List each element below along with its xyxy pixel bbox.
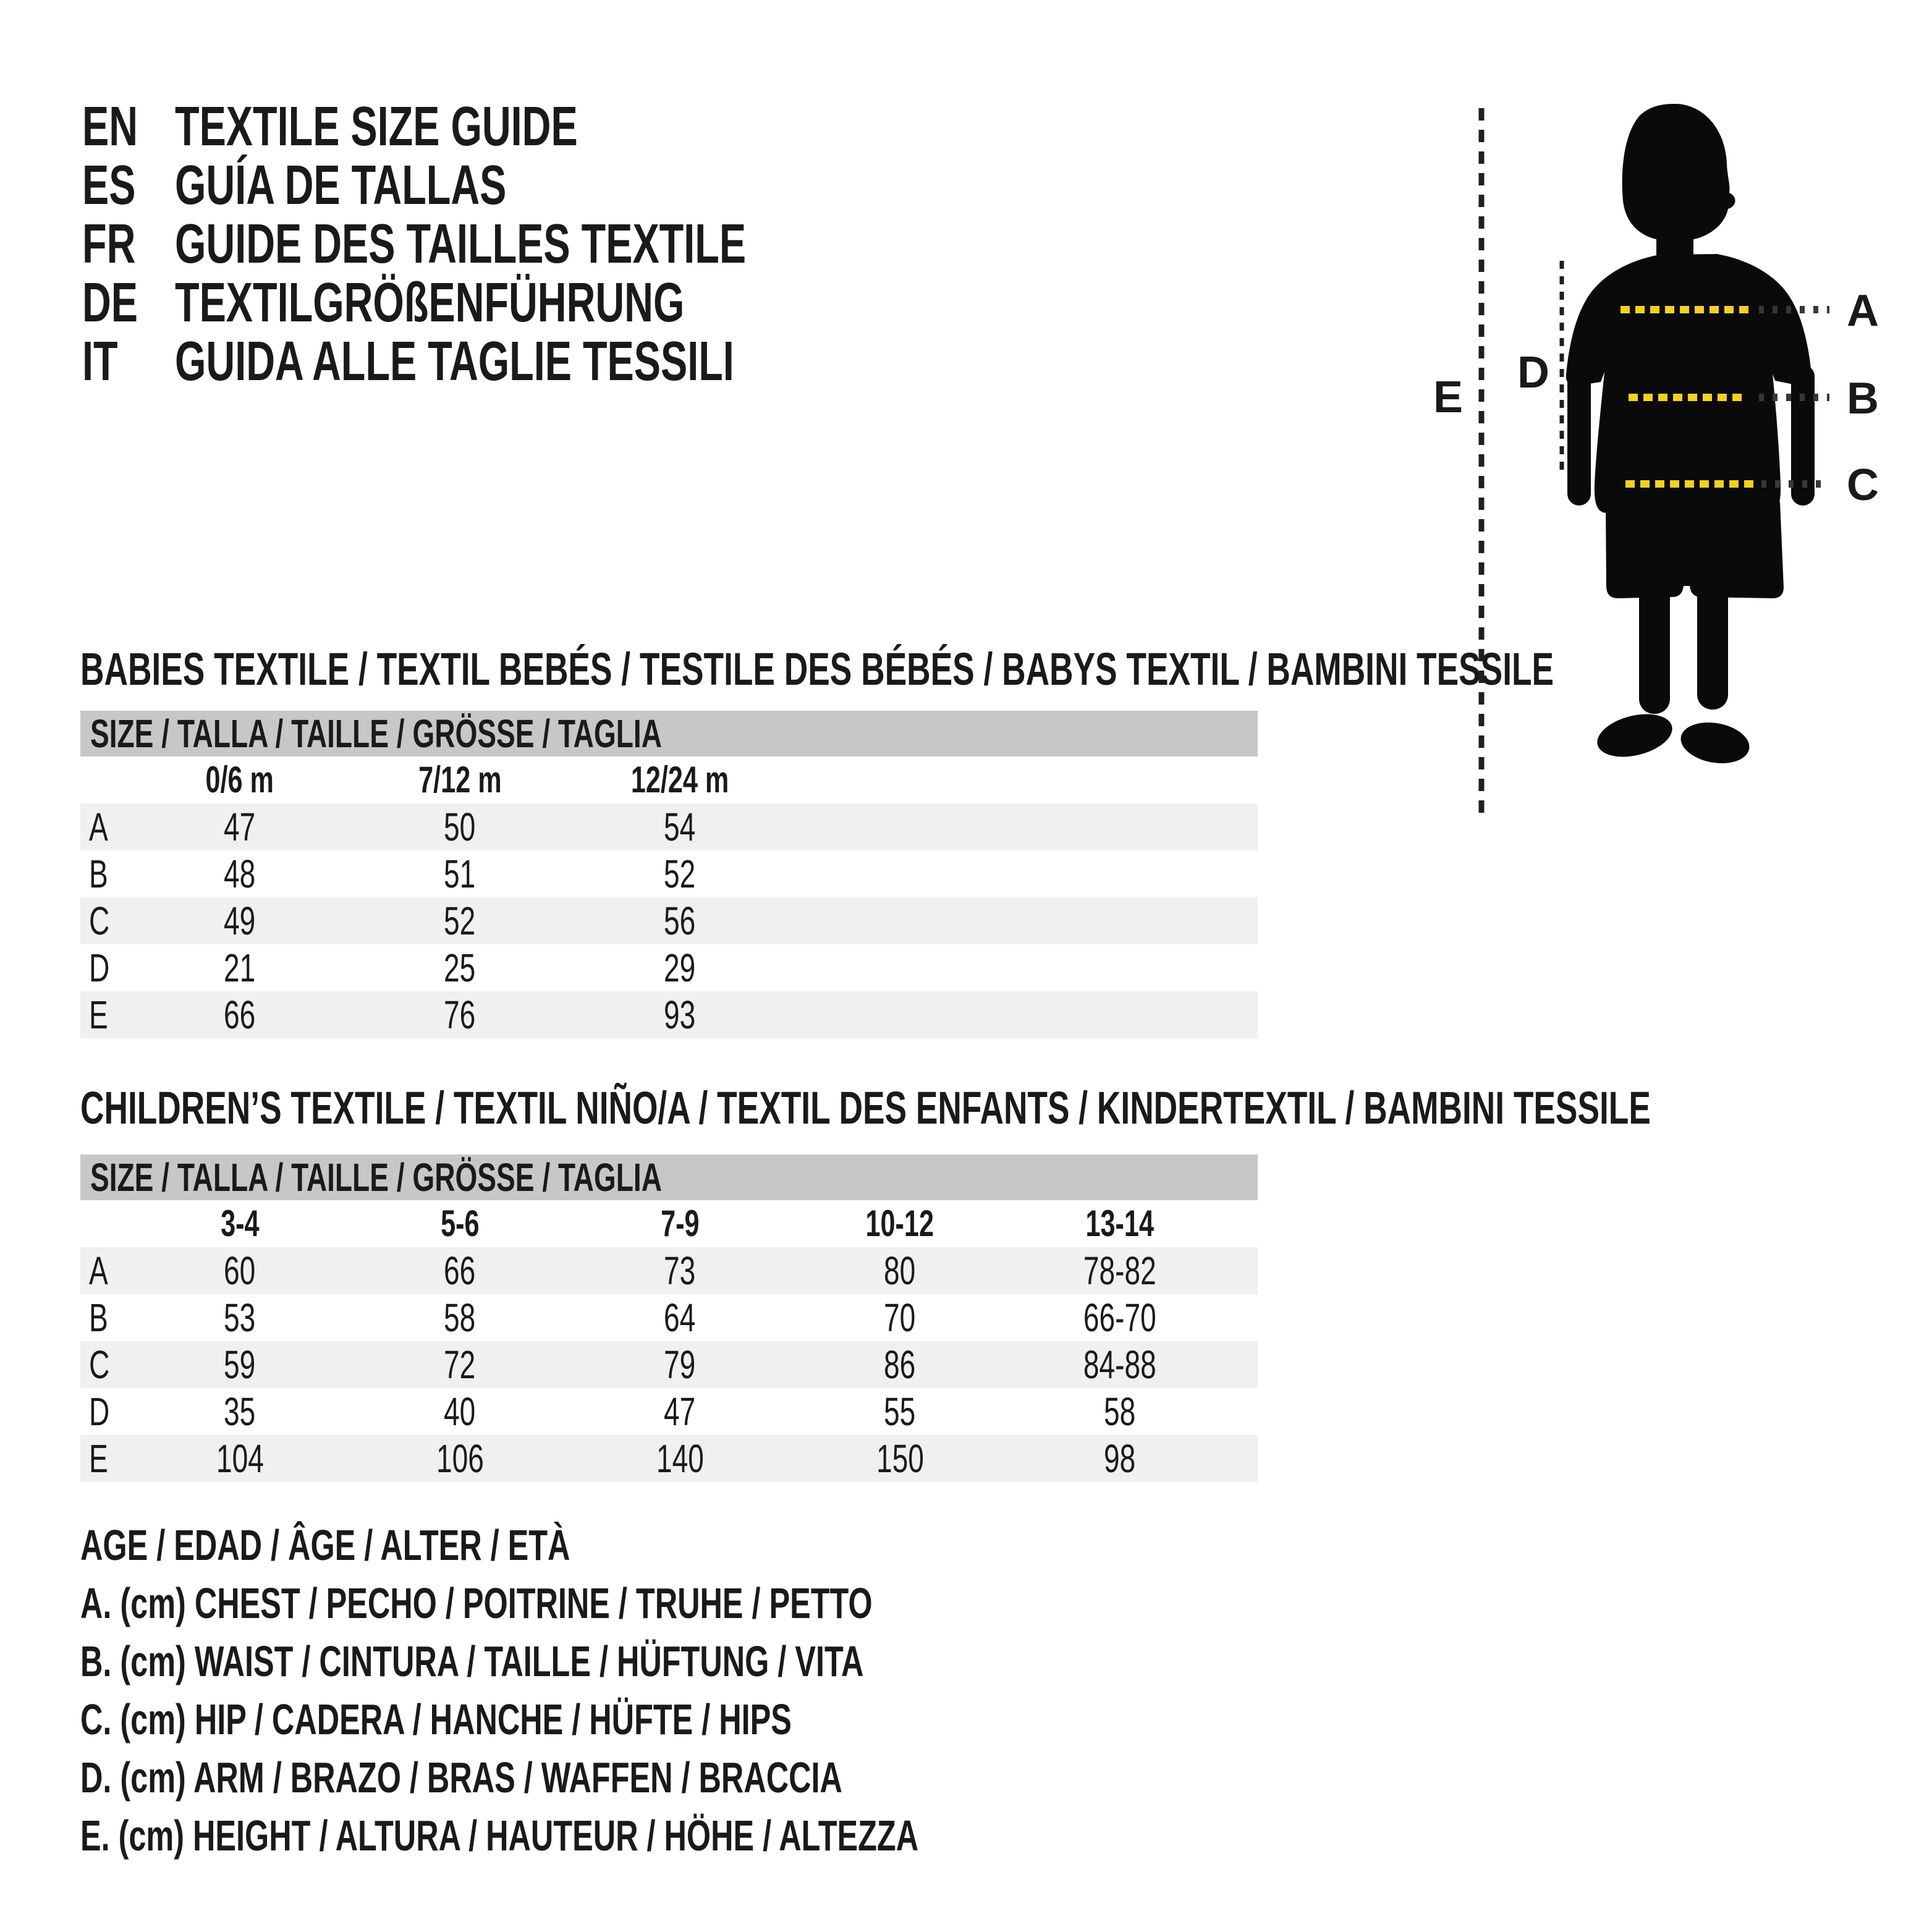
row-label: C [89, 899, 110, 943]
children-col-3: 10-12 [865, 1203, 934, 1244]
lang-title-de: TEXTILGRÖßENFÜHRUNG [175, 272, 685, 334]
figure-label-c: C [1847, 460, 1879, 510]
children-column-header-row [80, 1200, 1258, 1247]
babies-col-2: 12/24 m [630, 759, 729, 800]
lang-code-es: ES [82, 155, 136, 216]
table-row: B 48 51 52 [89, 852, 696, 896]
table-row: D 21 25 29 [89, 946, 696, 990]
table-row: D 35 40 47 55 58 [89, 1389, 1136, 1434]
children-col-1: 5-6 [440, 1203, 480, 1244]
left-shoe-shape [1593, 707, 1677, 764]
table-row: E 104 106 140 150 98 [80, 1435, 1258, 1482]
lang-title-it: GUIDA ALLE TAGLIE TESSILI [175, 331, 734, 392]
row-label: B [89, 852, 108, 896]
children-col-2: 7-9 [660, 1203, 700, 1244]
babies-size-header-bar: SIZE / TALLA / TAILLE / GRÖSSE / TAGLIA [80, 711, 1258, 756]
children-size-header-bar: SIZE / TALLA / TAILLE / GRÖSSE / TAGLIA [80, 1155, 1258, 1200]
legend-waist-line: B. (cm) WAIST / CINTURA / TAILLE / HÜFTUNG / VITA [80, 1637, 864, 1685]
shirt-shape [1566, 254, 1812, 513]
lang-title-fr: GUIDE DES TAILLES TEXTILE [175, 213, 747, 275]
row-label: B [89, 1295, 108, 1340]
figure-label-b: B [1847, 374, 1879, 423]
row-label: A [89, 805, 108, 849]
figure-label-e: E [1433, 373, 1464, 422]
lang-code-it: IT [82, 331, 118, 392]
row-label: C [89, 1342, 110, 1387]
lang-code-en: EN [82, 96, 138, 158]
table-row: C 59 72 79 86 84-88 [80, 1341, 1258, 1388]
lang-code-fr: FR [82, 213, 136, 275]
babies-column-header-row [80, 756, 1258, 803]
table-row: B 53 58 64 70 66-70 [89, 1295, 1156, 1340]
babies-col-1: 7/12 m [418, 759, 502, 800]
right-shoe-shape [1677, 718, 1752, 768]
row-label: E [89, 993, 108, 1037]
legend-arm-line: D. (cm) ARM / BRAZO / BRAS / WAFFEN / BRACCIA [80, 1753, 842, 1802]
head-shape [1622, 104, 1735, 240]
row-label: E [89, 1436, 108, 1481]
figure-label-a: A [1847, 286, 1879, 336]
row-label: A [89, 1248, 108, 1293]
children-col-4: 13-14 [1085, 1203, 1155, 1244]
table-row: E 66 76 93 [80, 991, 1258, 1038]
lang-title-es: GUÍA DE TALLAS [175, 155, 507, 216]
legend-hip-line: C. (cm) HIP / CADERA / HANCHE / HÜFTE / HIPS [80, 1695, 792, 1743]
left-arm-shape [1567, 365, 1591, 506]
legend-height-line: E. (cm) HEIGHT / ALTURA / HAUTEUR / HÖHE / ALTEZZA [80, 1811, 919, 1860]
babies-section-title: BABIES TEXTILE / TEXTIL BEBÉS / TESTILE DES BÉBÉS / BABYS TEXTIL / BAMBINI TESSILE [80, 643, 1554, 695]
children-col-0: 3-4 [220, 1203, 260, 1244]
table-row: C 49 52 56 [80, 897, 1258, 944]
row-label: D [89, 946, 110, 990]
child-silhouette-figure [1421, 99, 1885, 822]
row-label: D [89, 1389, 110, 1434]
lang-title-en: TEXTILE SIZE GUIDE [175, 96, 578, 158]
legend-age-line: AGE / EDAD / ÂGE / ALTER / ETÀ [80, 1521, 570, 1569]
lang-code-de: DE [82, 272, 138, 334]
table-row: A 47 50 54 [80, 803, 1258, 850]
legend-chest-line: A. (cm) CHEST / PECHO / POITRINE / TRUHE / PETTO [80, 1579, 873, 1627]
babies-col-0: 0/6 m [205, 759, 274, 800]
shorts-shape [1606, 502, 1784, 598]
figure-label-d: D [1517, 348, 1549, 397]
table-row: A 60 66 73 80 78-82 [80, 1247, 1258, 1294]
children-section-title: CHILDREN’S TEXTILE / TEXTIL NIÑO/A / TEXTIL DES ENFANTS / KINDERTEXTIL / BAMBINI TESSILE [80, 1082, 1651, 1133]
